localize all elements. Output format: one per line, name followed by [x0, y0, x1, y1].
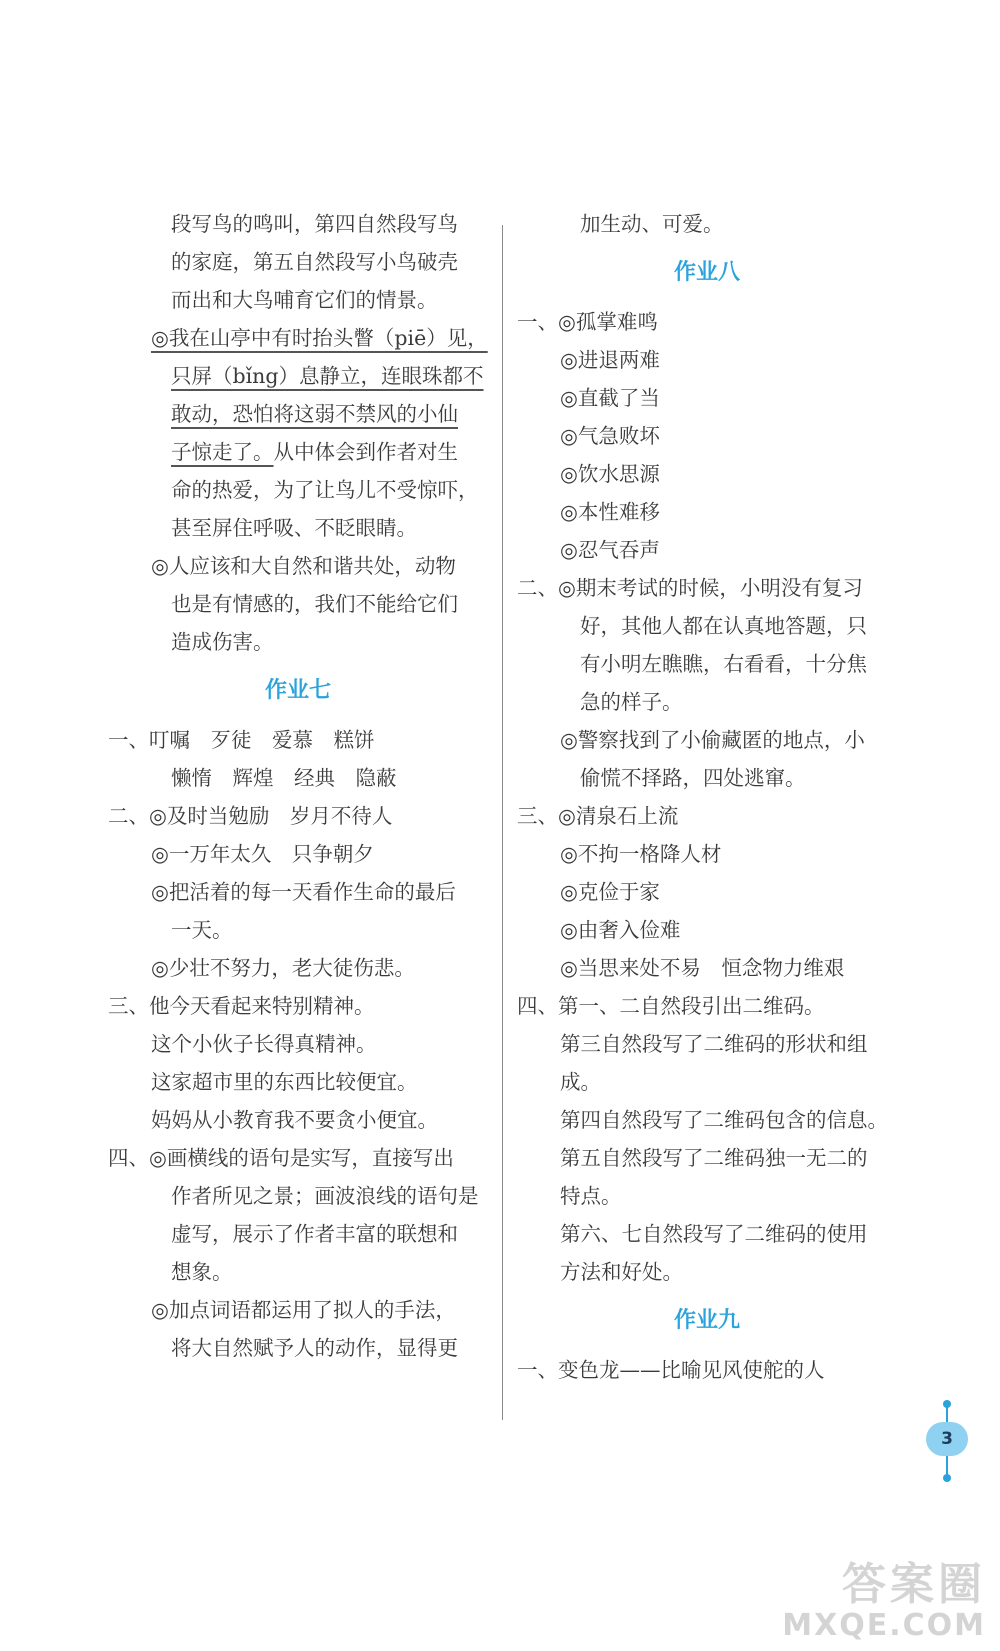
watermark-title: 答案圈 [842, 1559, 986, 1610]
answer-text: 二、◎期末考试的时候，小明没有复习 [517, 576, 863, 600]
answer-text: ◎克俭于家 [560, 880, 660, 904]
underlined-text: 只屏（bǐng）息静立，连眼珠都不 [171, 364, 484, 388]
answer-line [108, 873, 488, 911]
answer-line [517, 531, 897, 569]
answer-line [517, 455, 897, 493]
answer-text: 虚写，展示了作者丰富的联想和 [171, 1222, 458, 1246]
answer-line [517, 1139, 897, 1177]
answer-line [108, 1177, 488, 1215]
answer-text: 甚至屏住呼吸、不眨眼睛。 [171, 516, 417, 540]
answer-line [517, 911, 897, 949]
answer-text: ◎由奢入俭难 [560, 918, 681, 942]
answer-text: 一、◎孤掌难鸣 [517, 310, 658, 334]
answer-text: 特点。 [560, 1184, 622, 1208]
answer-line [517, 341, 897, 379]
answer-line [517, 1177, 897, 1215]
answer-line [517, 1253, 897, 1291]
page-badge-bottom-dot [943, 1474, 951, 1482]
answer-text: 也是有情感的，我们不能给它们 [171, 592, 458, 616]
answer-text: ◎直截了当 [560, 386, 660, 410]
answer-line [517, 797, 897, 835]
answer-line [108, 835, 488, 873]
answer-line [517, 1101, 897, 1139]
answer-line [517, 493, 897, 531]
answer-line [108, 1291, 488, 1329]
answer-text: 急的样子。 [580, 690, 683, 714]
answer-text: ◎警察找到了小偷藏匿的地点，小 [560, 728, 865, 752]
answer-text: 四、◎画横线的语句是实写，直接写出 [108, 1146, 454, 1170]
answer-text: 懒惰 辉煌 经典 隐蔽 [171, 766, 397, 790]
answer-line [108, 243, 488, 281]
answer-text: 将大自然赋予人的动作，显得更 [171, 1336, 458, 1360]
answer-line [108, 509, 488, 547]
answer-line [108, 1329, 488, 1367]
answer-line [108, 949, 488, 987]
answer-text: ◎进退两难 [560, 348, 660, 372]
answer-text: 这个小伙子长得真精神。 [151, 1032, 377, 1056]
answer-line [108, 623, 488, 661]
answer-line [517, 1025, 897, 1063]
answer-text: 三、◎清泉石上流 [517, 804, 679, 828]
section-heading: 作业九 [673, 1308, 740, 1333]
answer-text: 造成伤害。 [171, 630, 274, 654]
answer-text: ◎加点词语都运用了拟人的手法， [151, 1298, 456, 1322]
answer-line [108, 433, 488, 471]
answer-text: 一天。 [171, 918, 233, 942]
answer-line [108, 547, 488, 585]
answer-line [108, 281, 488, 319]
answer-text: ◎少壮不努力，老大徒伤悲。 [151, 956, 415, 980]
section-heading: 作业八 [673, 260, 740, 285]
answer-line [517, 645, 897, 683]
answer-text: 作者所见之景；画波浪线的语句是 [171, 1184, 479, 1208]
answer-line [108, 1253, 488, 1291]
answer-text: 从中体会到作者对生 [273, 440, 458, 464]
answer-line [108, 1215, 488, 1253]
answer-text: 一、叮嘱 歹徒 爱慕 糕饼 [108, 728, 375, 752]
answer-text: 第五自然段写了二维码独一无二的 [560, 1146, 868, 1170]
answer-text: 想象。 [171, 1260, 233, 1284]
answer-line [517, 1215, 897, 1253]
answer-line [108, 721, 488, 759]
answer-text: 二、◎及时当勉励 岁月不待人 [108, 804, 393, 828]
page-badge-bottom-stem [946, 1456, 948, 1476]
answer-line [517, 721, 897, 759]
section-heading: 作业七 [264, 678, 331, 703]
answer-text: 有小明左瞧瞧，右看看，十分焦 [580, 652, 867, 676]
answer-line [517, 417, 897, 455]
answer-text: 成。 [560, 1070, 601, 1094]
answer-text: 方法和好处。 [560, 1260, 683, 1284]
answer-line [108, 987, 488, 1025]
answer-text: 四、第一、二自然段引出二维码。 [517, 994, 825, 1018]
answer-text: 偷慌不择路，四处逃窜。 [580, 766, 806, 790]
answer-text: ◎把活着的每一天看作生命的最后 [151, 880, 456, 904]
answer-text: 段写鸟的鸣叫，第四自然段写鸟 [171, 212, 458, 236]
answer-text: 三、他今天看起来特别精神。 [108, 994, 375, 1018]
answer-text: 一、变色龙——比喻见风使舵的人 [517, 1358, 825, 1382]
column-divider [502, 225, 503, 1420]
answer-text: ◎饮水思源 [560, 462, 660, 486]
answer-line [517, 1351, 897, 1389]
answer-line [108, 1025, 488, 1063]
answer-line [517, 759, 897, 797]
answer-text: 而出和大鸟哺育它们的情景。 [171, 288, 438, 312]
answer-line [108, 319, 488, 357]
underlined-text: 子惊走了。 [171, 440, 274, 464]
answer-line [517, 1063, 897, 1101]
answer-line [108, 585, 488, 623]
page-badge-top-dot [943, 1400, 951, 1408]
answer-text: ◎气急败坏 [560, 424, 660, 448]
answer-line [517, 683, 897, 721]
answer-line [108, 357, 488, 395]
answer-line [517, 835, 897, 873]
answer-line [108, 395, 488, 433]
answer-text: 妈妈从小教育我不要贪小便宜。 [151, 1108, 438, 1132]
answer-line [517, 987, 897, 1025]
answer-text: 第六、七自然段写了二维码的使用 [560, 1222, 868, 1246]
answer-line [108, 205, 488, 243]
right-column [517, 205, 897, 1389]
answer-line [517, 303, 897, 341]
watermark-url: MXQE.COM [782, 1608, 986, 1643]
answer-line [108, 911, 488, 949]
page-number-badge: 3 [926, 1422, 968, 1456]
answer-text: 加生动、可爱。 [580, 212, 724, 236]
underlined-text: 敢动，恐怕将这弱不禁风的小仙 [171, 402, 458, 426]
answer-line [517, 379, 897, 417]
answer-text: ◎不拘一格降人材 [560, 842, 722, 866]
answer-text: ◎一万年太久 只争朝夕 [151, 842, 374, 866]
answer-line [517, 569, 897, 607]
answer-line [108, 797, 488, 835]
answer-line [108, 759, 488, 797]
underlined-text: ◎我在山亭中有时抬头瞥（piē）见， [151, 326, 488, 350]
answer-line [517, 949, 897, 987]
watermark [782, 1561, 986, 1643]
answer-text: 命的热爱，为了让鸟儿不受惊吓， [171, 478, 479, 502]
answer-line [108, 1063, 488, 1101]
answer-text: 这家超市里的东西比较便宜。 [151, 1070, 418, 1094]
left-column [108, 205, 488, 1367]
answer-text: 第四自然段写了二维码包含的信息。 [560, 1108, 888, 1132]
answer-text: 的家庭，第五自然段写小鸟破壳 [171, 250, 458, 274]
answer-line [108, 471, 488, 509]
answer-line [517, 873, 897, 911]
answer-text: 好，其他人都在认真地答题，只 [580, 614, 867, 638]
answer-line [108, 1139, 488, 1177]
answer-line [108, 1101, 488, 1139]
answer-text: ◎忍气吞声 [560, 538, 660, 562]
answer-line [517, 607, 897, 645]
answer-line [517, 205, 897, 243]
answer-text: ◎本性难移 [560, 500, 660, 524]
answer-text: 第三自然段写了二维码的形状和组 [560, 1032, 868, 1056]
answer-text: ◎当思来处不易 恒念物力维艰 [560, 956, 845, 980]
answer-text: ◎人应该和大自然和谐共处，动物 [151, 554, 456, 578]
